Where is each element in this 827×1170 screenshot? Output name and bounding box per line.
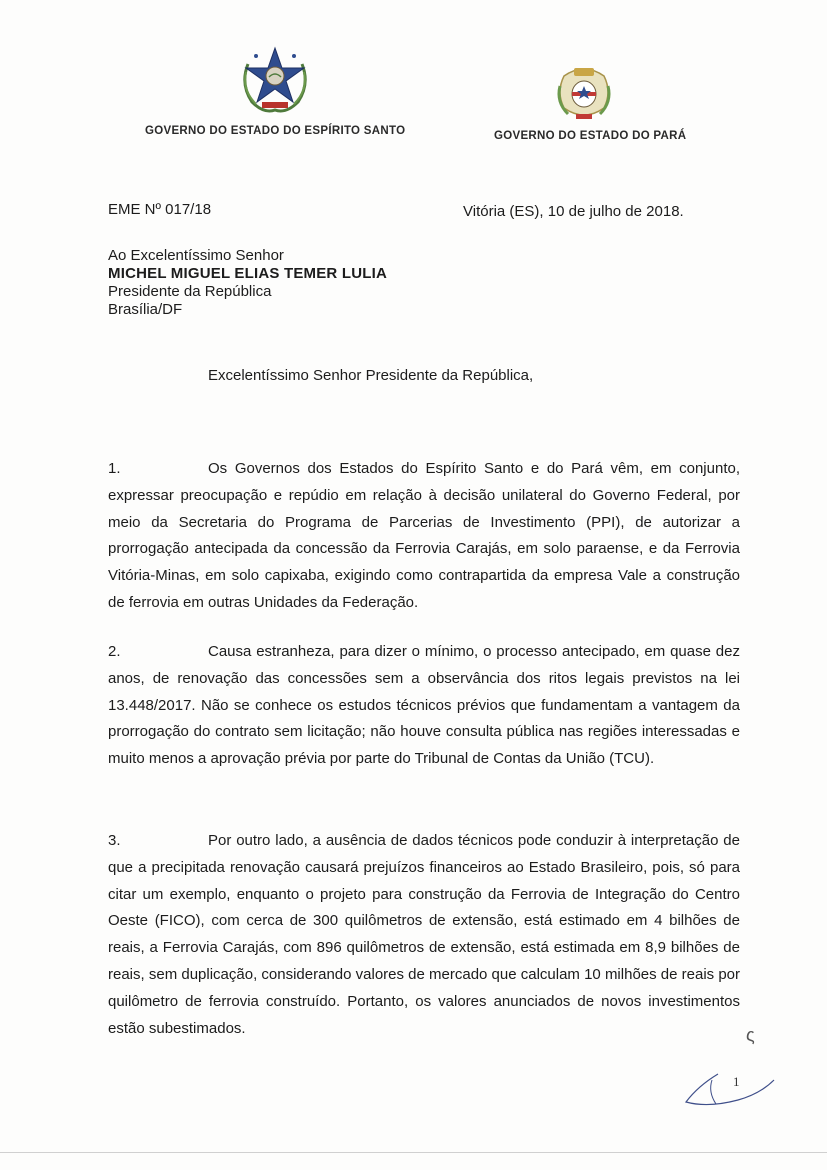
espirito-santo-coat-of-arms-icon [238,44,312,116]
paragraph-number: 2. [108,643,121,660]
addressee-block [108,247,387,319]
date-line: Vitória (ES), 10 de julho de 2018. [463,203,684,220]
addressee-name: MICHEL MIGUEL ELIAS TEMER LULIA [108,265,387,282]
paragraph-text: Causa estranheza, para dizer o mínimo, o processo antecipado, em quase dez anos, de renovação das concessões sem a observância dos ritos legais previstos na lei 13.448/2017. Não se conhece os estudos técnicos prévios que fundamentam a vantagem da prorrogação do contrato sem licitação; não houve consulta pública nas regiões interessadas e muito menos a aprovação prévia por parte do Tribunal de Contas da União (TCU). [108,643,740,768]
addressee-title: Presidente da República [108,283,272,300]
paragraph-text: Por outro lado, a ausência de dados técnicos pode conduzir à interpretação de que a precipitada renovação causará prejuízos financeiros ao Estado Brasileiro, pois, só para citar um exemplo, enquanto o projeto para construção da Ferrovia de Integração do Centro Oeste (FICO), com cerca de 300 quilômetros de extensão, está estimado em 4 bilhões de reais, a Ferrovia Carajás, com 896 quilômetros de extensão, está estimada em 8,9 bilhões de reais, sem duplicação, considerando valores de mercado que calculam 10 milhões de reais por quilômetro de ferrovia construído. Portanto, os valores anunciados de novos investimentos estão subestimados. [108,832,741,1037]
addressee-city: Brasília/DF [108,301,183,318]
paragraph-number: 1. [108,460,121,477]
paragraph-3 [108,828,740,1042]
salutation: Excelentíssimo Senhor Presidente da República, [208,367,534,384]
para-coat-of-arms-icon [554,62,614,124]
left-government-name: GOVERNO DO ESTADO DO ESPÍRITO SANTO [145,125,406,137]
handwritten-initials-icon [678,1068,778,1110]
page-number: 1 [733,1074,740,1089]
margin-initial-mark: ς [746,1025,755,1045]
right-government-name: GOVERNO DO ESTADO DO PARÁ [494,130,687,142]
page-bottom-rule [0,1152,827,1153]
paragraph-1 [108,456,740,617]
document-reference: EME Nº 017/18 [108,201,212,218]
addressee-salutation-line: Ao Excelentíssimo Senhor [108,247,284,264]
paragraph-number: 3. [108,832,121,849]
paragraph-2 [108,639,740,773]
paragraph-text: Os Governos dos Estados do Espírito Santo e do Pará vêm, em conjunto, expressar preocupação e repúdio em relação à decisão unilateral do Governo Federal, por meio da Secretaria do Programa de Parcerias de Investimento (PPI), de autorizar a prorrogação antecipada da concessão da Ferrovia Carajás, em solo paraense, e da Ferrovia Vitória-Minas, em solo capixaba, exigindo como contrapartida da empresa Vale a construção de ferrovia em outras Unidades da Federação. [108,460,740,611]
